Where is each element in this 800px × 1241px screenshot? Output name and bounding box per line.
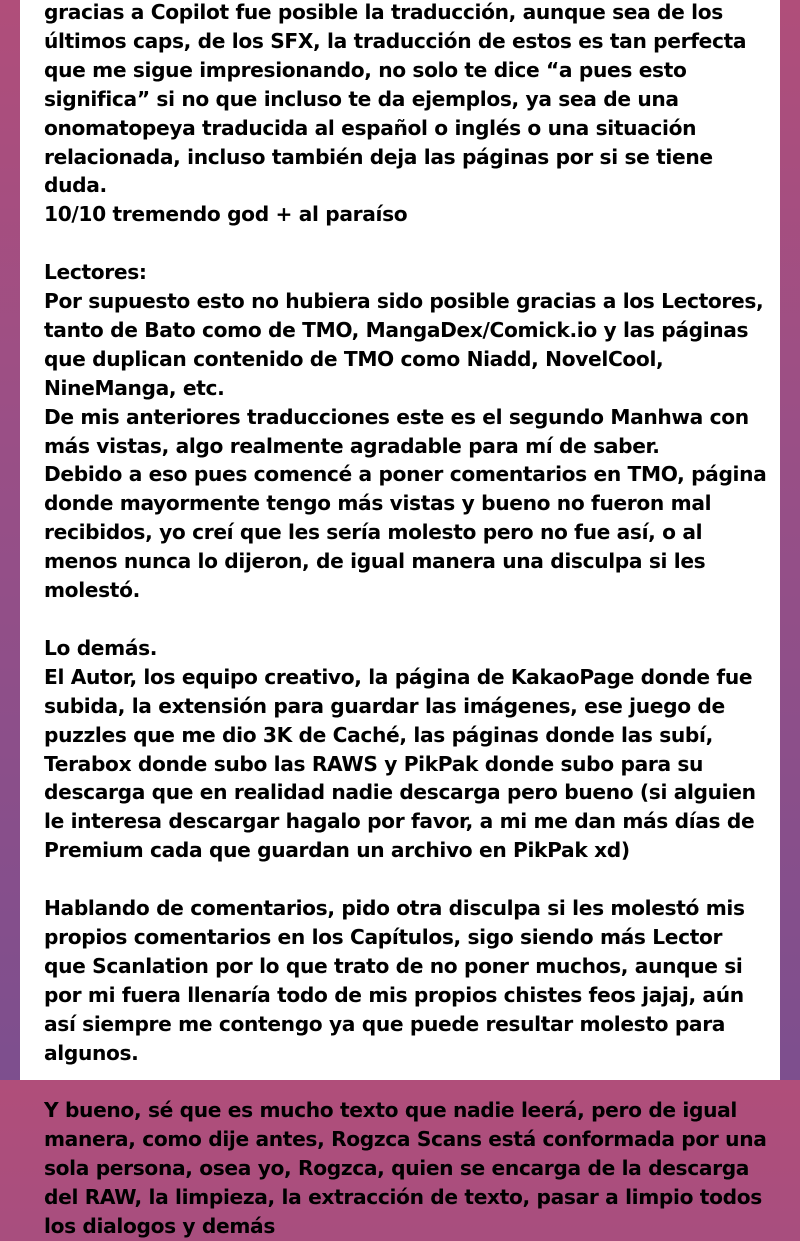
paragraph-spacer <box>44 605 768 634</box>
paragraph-copilot: gracias a Copilot fue posible la traducción, aunque sea de los últimos caps, de los SFX, la traducción de estos es tan perfecta que me sigue impresionando, no solo te dice “a pues esto significa” si no que incluso te da ejemplos, ya sea de una onomatopeya traducida al español o inglés o una situación relacionada, incluso también deja las páginas por si se tiene duda. <box>44 0 747 198</box>
paragraph-spacer <box>44 1067 768 1096</box>
paragraph-hablando-comentarios: Hablando de comentarios, pido otra disculpa si les molestó mis propios comentarios en los Capítulos, sigo siendo más Lector que Scanlation por lo que trato de no poner muchos, aunque si por mi fuera llenaría todo de mis propios chistes feos jajaj, aún así siempre me contengo ya que puede resultar molesto para algunos. <box>44 896 745 1065</box>
paragraph-lo-demas: El Autor, los equipo creativo, la página de KakaoPage donde fue subida, la extensión para guardar las imágenes, ese juego de puzzles que me dio 3K de Caché, las páginas donde las subí, Terabox donde subo las RAWS y PikPak donde subo para su descarga que en realidad nadie descarga pero bueno (si alguien le interesa descargar hagalo por favor, a mi me dan más días de Premium cada que guardan un archivo en PikPak xd) <box>44 664 756 863</box>
paragraph-comentarios-tmo: Debido a eso pues comencé a poner comentarios en TMO, página donde mayormente tengo más vistas y bueno no fueron mal recibidos, yo creí que les sería molesto pero no fue así, o al menos nunca lo dijeron, de igual manera una disculpa si les molestó. <box>44 462 767 603</box>
paragraph-rating: 10/10 tremendo god + al paraíso <box>44 202 408 227</box>
heading-lectores: Lectores: <box>44 260 147 285</box>
paragraph-lectores: Por supuesto esto no hubiera sido posible gracias a los Lectores, tanto de Bato como de TMO, MangaDex/Comick.io y las páginas que duplican contenido de TMO como Niadd, NovelCool, NineManga, etc. <box>44 289 764 400</box>
paragraph-y-bueno: Y bueno, sé que es mucho texto que nadie leerá, pero de igual manera, como dije antes, Rogzca Scans está conformada por una sola persona, osea yo, Rogzca, quien se encarga de la descarga del RAW, la limpieza, la extracción de texto, pasar a limpio todos los dialogos y demás <box>44 1098 767 1238</box>
document-body <box>44 0 768 1241</box>
heading-lo-demas: Lo demás. <box>44 635 158 660</box>
paragraph-spacer <box>44 865 768 894</box>
document-page <box>20 0 780 1238</box>
paragraph-spacer <box>44 229 768 258</box>
paragraph-vistas: De mis anteriores traducciones este es el segundo Manhwa con más vistas, algo realmente agradable para mí de saber. <box>44 404 749 458</box>
